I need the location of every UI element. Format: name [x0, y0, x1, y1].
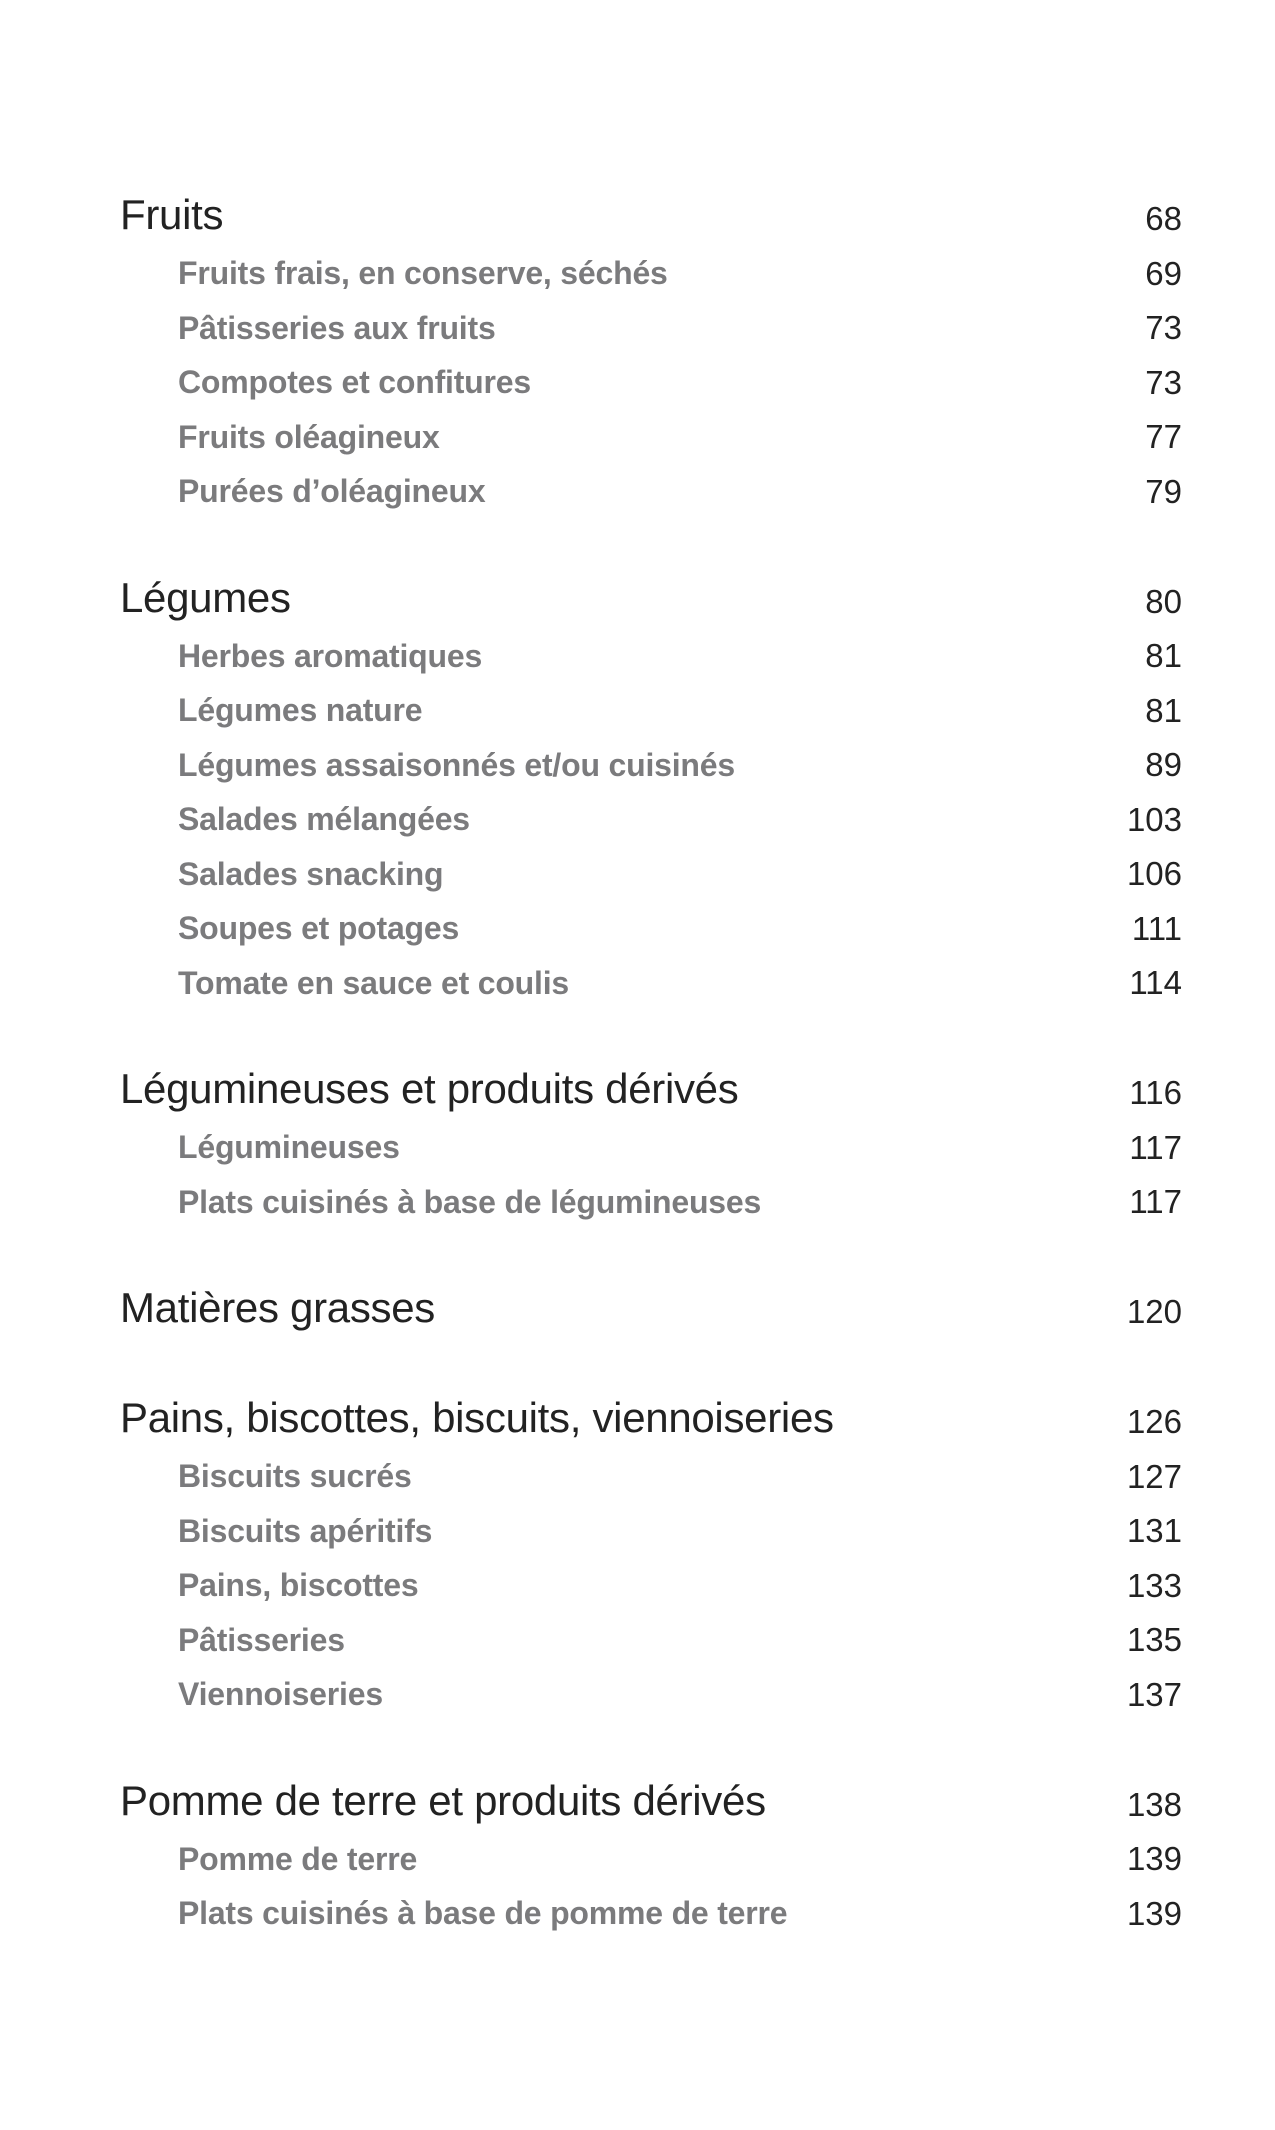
- entry-title: Plats cuisinés à base de légumineuses: [178, 1183, 762, 1220]
- entry-title: Salades mélangées: [178, 801, 470, 838]
- section-page-number: 138: [1126, 1785, 1182, 1823]
- entry-title: Tomate en sauce et coulis: [178, 964, 569, 1001]
- entry-title: Plats cuisinés à base de pomme de terre: [178, 1895, 788, 1932]
- entry-page-number: 117: [1129, 1183, 1182, 1221]
- entry-page-number: 106: [1126, 855, 1182, 893]
- section-title: Pains, biscottes, biscuits, viennoiseries: [120, 1394, 834, 1442]
- entry-title: Purées d’oléagineux: [178, 473, 486, 510]
- entry-title: Pains, biscottes: [178, 1567, 419, 1604]
- entry-page-number: 139: [1126, 1840, 1182, 1878]
- entry-page-number: 139: [1126, 1894, 1182, 1932]
- entry-title: Biscuits apéritifs: [178, 1512, 433, 1549]
- section-page-number: 116: [1129, 1074, 1182, 1112]
- entry-title: Biscuits sucrés: [178, 1458, 412, 1495]
- entry-title: Pomme de terre: [178, 1840, 418, 1877]
- entry-page-number: 81: [1145, 691, 1182, 729]
- entry-page-number: 79: [1145, 472, 1182, 510]
- section-title: Matières grasses: [120, 1284, 435, 1332]
- entry-page-number: 73: [1145, 363, 1182, 401]
- entry-page-number: 127: [1126, 1457, 1182, 1495]
- section-title: Fruits: [120, 191, 224, 239]
- entry-title: Légumes assaisonnés et/ou cuisinés: [178, 746, 735, 783]
- entry-page-number: 111: [1131, 909, 1182, 947]
- entry-title: Soupes et potages: [178, 910, 460, 947]
- entry-title: Légumineuses: [178, 1129, 400, 1166]
- entry-page-number: 137: [1126, 1675, 1182, 1713]
- entry-title: Pâtisseries aux fruits: [178, 309, 496, 346]
- entry-page-number: 103: [1126, 800, 1182, 838]
- entry-page-number: 117: [1129, 1128, 1182, 1166]
- entry-title: Compotes et confitures: [178, 364, 531, 401]
- section-page-number: 120: [1126, 1293, 1182, 1331]
- entry-title: Fruits oléagineux: [178, 418, 440, 455]
- section-page-number: 126: [1126, 1403, 1182, 1441]
- entry-page-number: 131: [1126, 1512, 1182, 1550]
- entry-page-number: 69: [1145, 254, 1182, 292]
- entry-page-number: 89: [1145, 746, 1182, 784]
- section-page-number: 80: [1145, 582, 1182, 620]
- section-title: Pomme de terre et produits dérivés: [120, 1776, 766, 1824]
- entry-page-number: 133: [1126, 1566, 1182, 1604]
- section-title: Légumineuses et produits dérivés: [120, 1065, 739, 1113]
- entry-page-number: 77: [1145, 418, 1182, 456]
- entry-page-number: 114: [1129, 964, 1182, 1002]
- section-page-number: 68: [1145, 200, 1182, 238]
- entry-title: Viennoiseries: [178, 1676, 383, 1713]
- entry-title: Fruits frais, en conserve, séchés: [178, 255, 668, 292]
- entry-page-number: 81: [1145, 637, 1182, 675]
- entry-page-number: 135: [1126, 1621, 1182, 1659]
- entry-title: Légumes nature: [178, 692, 423, 729]
- entry-title: Salades snacking: [178, 855, 444, 892]
- section-title: Légumes: [120, 573, 291, 621]
- entry-title: Herbes aromatiques: [178, 637, 483, 674]
- entry-title: Pâtisseries: [178, 1621, 345, 1658]
- entry-page-number: 73: [1145, 309, 1182, 347]
